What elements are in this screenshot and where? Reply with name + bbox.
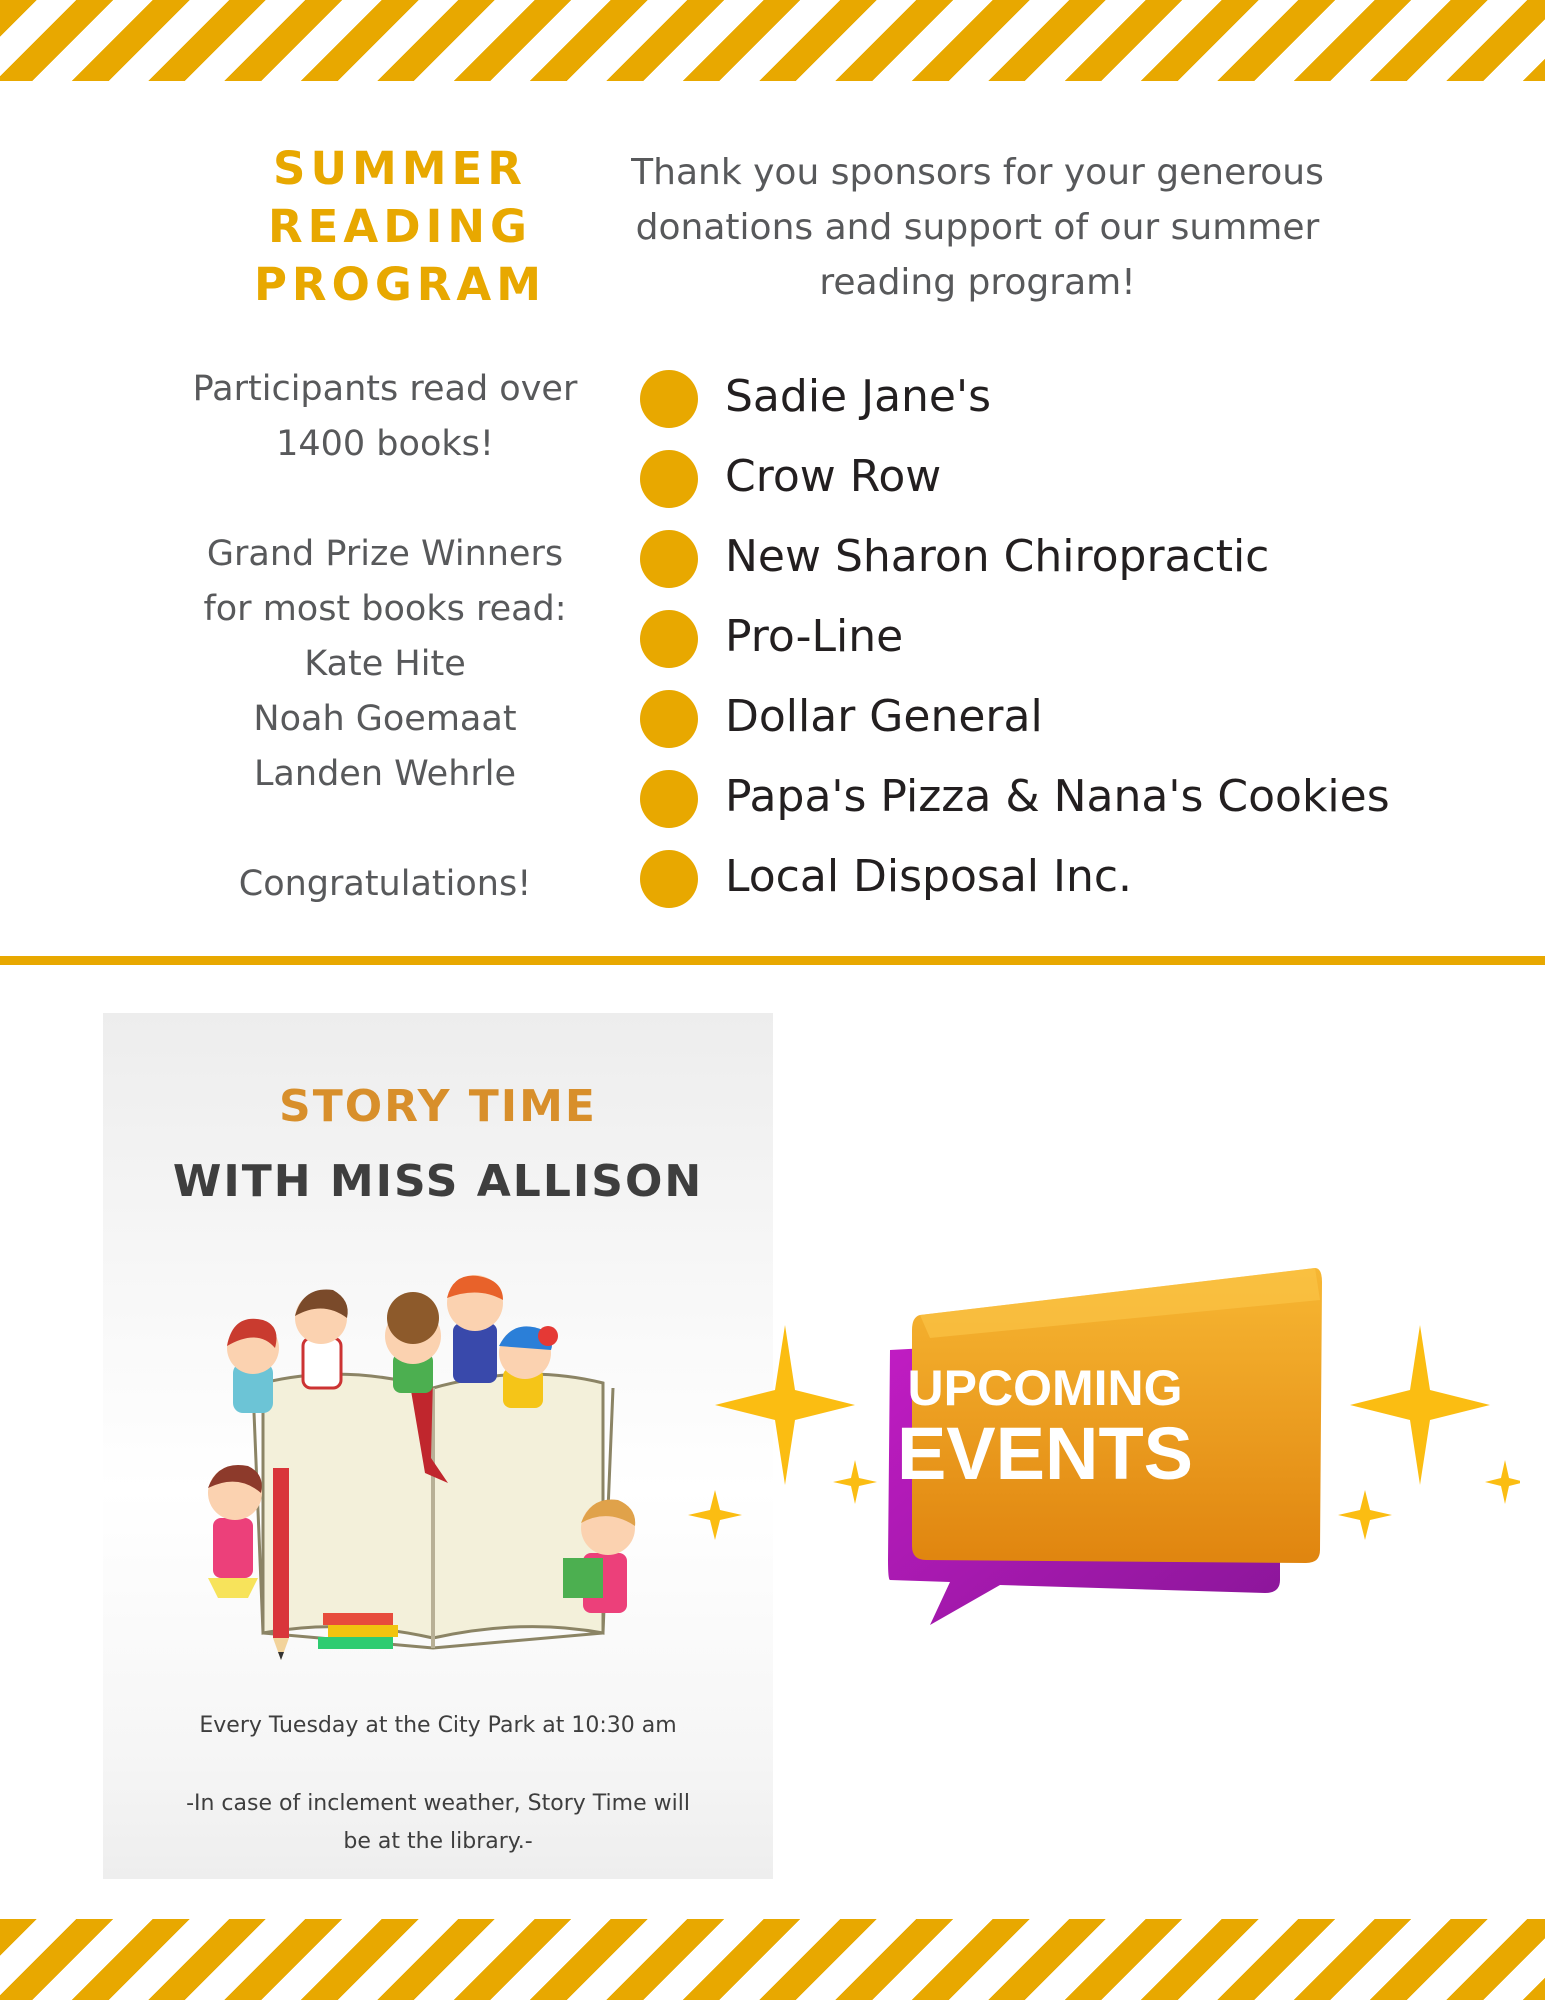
program-title-line: SUMMER	[273, 142, 527, 195]
child-figure	[447, 1275, 503, 1383]
sponsor-name: Papa's Pizza & Nana's Cookies	[725, 771, 1390, 822]
bullet-dot-icon	[640, 450, 698, 508]
winners-heading-line: Grand Prize Winners	[206, 534, 564, 574]
sponsor-list	[640, 362, 1390, 922]
participants-line: 1400 books!	[276, 424, 494, 464]
bullet-dot-icon	[640, 770, 698, 828]
sparkle-icon	[688, 1325, 877, 1540]
events-line1: UPCOMING	[907, 1360, 1183, 1416]
congratulations-text: Congratulations!	[238, 864, 532, 904]
child-figure	[208, 1465, 262, 1598]
bottom-stripe-border	[0, 1919, 1545, 2000]
sponsor-item	[640, 442, 1390, 522]
program-title-line: PROGRAM	[253, 258, 547, 311]
sponsor-item	[640, 522, 1390, 602]
sponsor-item	[640, 682, 1390, 762]
sponsor-name: Pro-Line	[725, 611, 904, 662]
sponsor-item	[640, 842, 1390, 922]
program-results	[175, 362, 595, 912]
participants-line: Participants read over	[192, 369, 578, 409]
thanks-line: Thank you sponsors for your generous	[631, 152, 1324, 193]
winner-name: Noah Goemaat	[253, 699, 517, 739]
weather-note-line: be at the library.-	[343, 1829, 533, 1854]
bullet-dot-icon	[640, 610, 698, 668]
sparkle-icon	[1338, 1325, 1520, 1540]
story-time-schedule: Every Tuesday at the City Park at 10:30 am	[199, 1713, 677, 1738]
bullet-dot-icon	[640, 690, 698, 748]
flyer-title: STORY TIME	[279, 1081, 597, 1132]
sponsor-name: Sadie Jane's	[725, 371, 992, 422]
weather-note-line: -In case of inclement weather, Story Time will	[186, 1791, 690, 1816]
child-figure	[227, 1319, 279, 1413]
winner-name: Kate Hite	[304, 644, 466, 684]
thanks-line: reading program!	[819, 262, 1136, 303]
events-badge-text	[875, 1360, 1215, 1495]
bullet-dot-icon	[640, 530, 698, 588]
bullet-dot-icon	[640, 850, 698, 908]
weather-note	[183, 1785, 693, 1861]
pencil-icon	[273, 1468, 289, 1660]
sponsor-item	[640, 602, 1390, 682]
winners-heading-line: for most books read:	[203, 589, 567, 629]
child-figure	[295, 1290, 348, 1388]
program-title-line: READING	[268, 200, 532, 253]
events-line2: EVENTS	[896, 1412, 1194, 1495]
kids-reading-book-illustration	[203, 1268, 673, 1678]
winner-name: Landen Wehrle	[253, 754, 517, 794]
sponsor-name: Dollar General	[725, 691, 1043, 742]
sponsor-item	[640, 362, 1390, 442]
bullet-dot-icon	[640, 370, 698, 428]
section-divider	[0, 956, 1545, 965]
sponsor-item	[640, 762, 1390, 842]
thanks-line: donations and support of our summer	[635, 207, 1320, 248]
sponsor-name: New Sharon Chiropractic	[725, 531, 1270, 582]
sponsor-name: Crow Row	[725, 451, 942, 502]
sponsor-thanks-message	[600, 145, 1355, 310]
child-figure	[385, 1292, 441, 1393]
upcoming-events-badge	[680, 1260, 1520, 1640]
story-time-flyer	[103, 1013, 773, 1879]
flyer-subtitle: WITH MISS ALLISON	[172, 1156, 704, 1207]
stacked-books-icon	[318, 1613, 398, 1649]
program-title	[235, 140, 565, 314]
sponsor-name: Local Disposal Inc.	[725, 851, 1133, 902]
top-stripe-border	[0, 0, 1545, 81]
open-book-icon	[253, 1373, 613, 1648]
